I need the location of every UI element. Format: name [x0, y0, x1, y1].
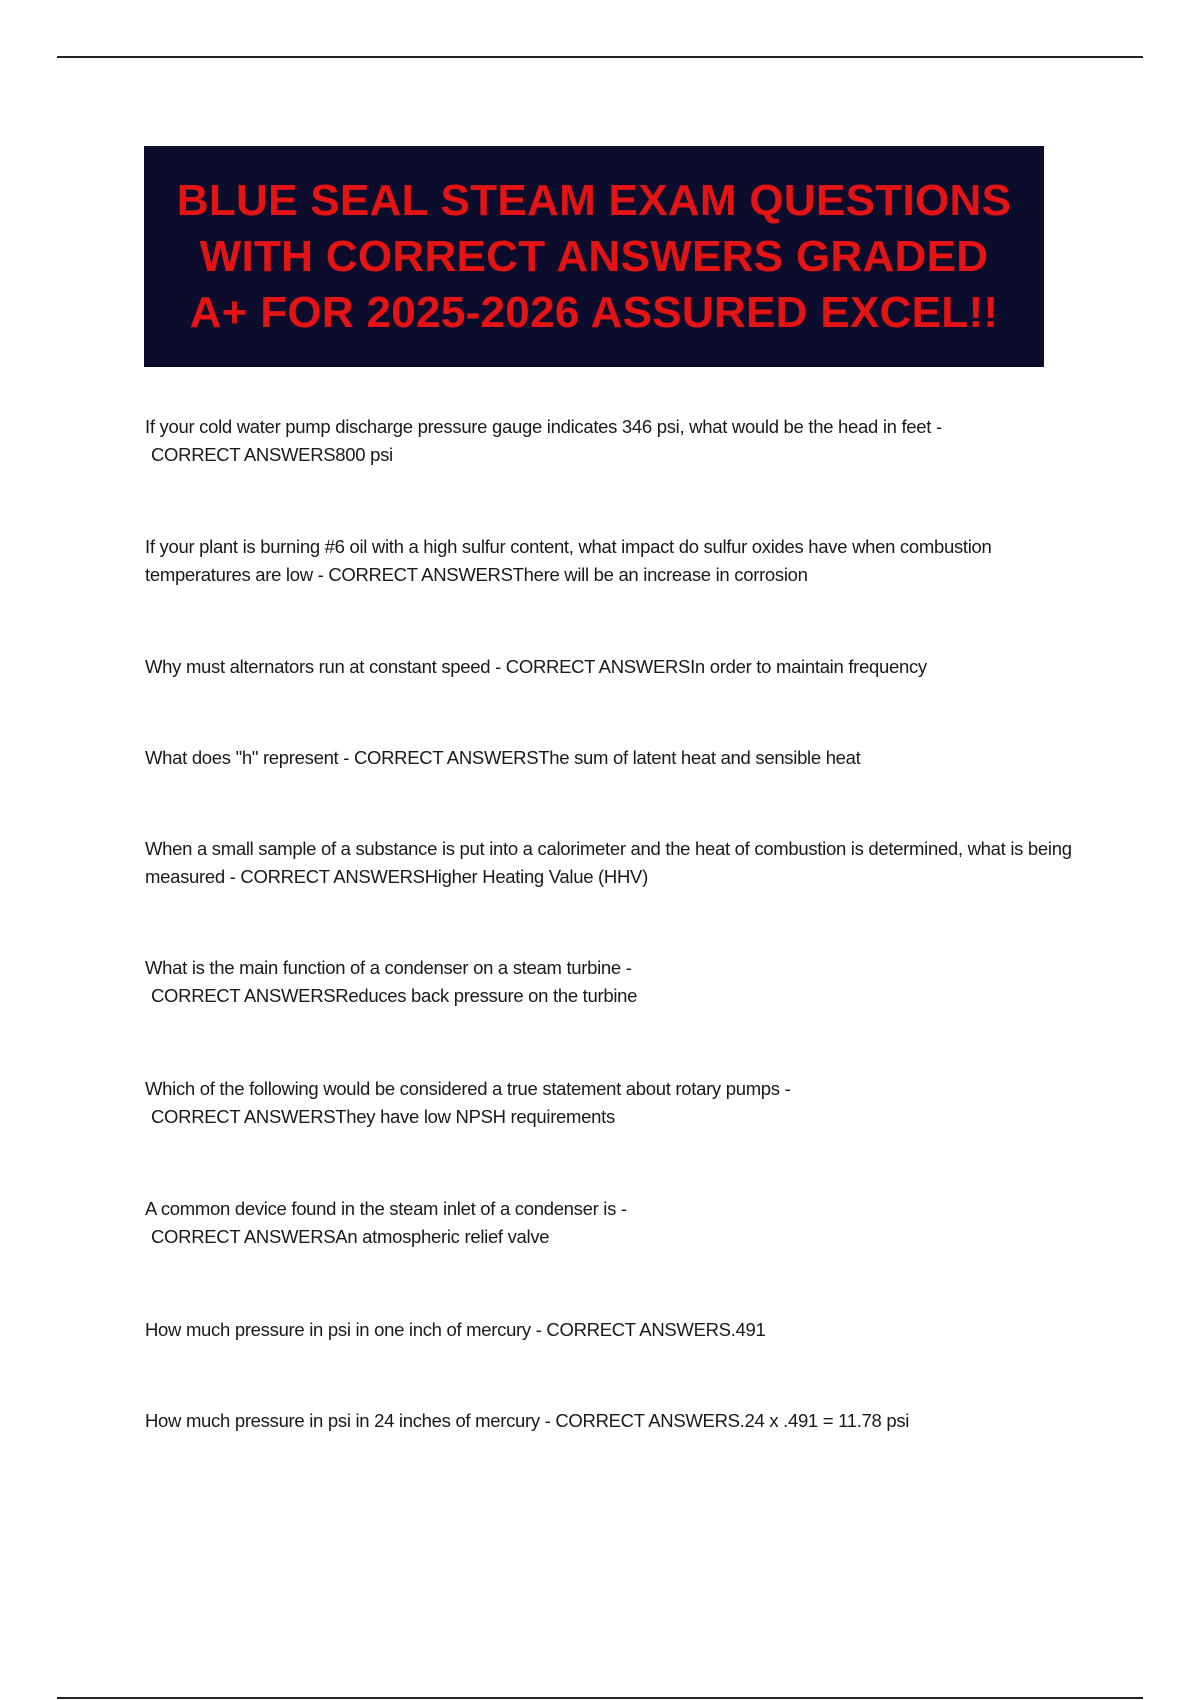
- answer-text: Reduces back pressure on the turbine: [335, 985, 638, 1006]
- bottom-divider: [57, 1697, 1143, 1699]
- title-banner: [144, 146, 1044, 367]
- answer-text: The sum of latent heat and sensible heat: [538, 747, 861, 768]
- qa-item-10: [145, 1407, 1095, 1435]
- separator: -: [338, 747, 354, 768]
- answer-label: CORRECT ANSWERS: [555, 1410, 740, 1431]
- qa-item-2: [145, 533, 1095, 589]
- question-text: What does "h" represent: [145, 747, 339, 768]
- separator: -: [539, 1410, 556, 1431]
- answer-text: 800 psi: [335, 444, 393, 465]
- answer-text: .24 x .491 = 11.78 psi: [739, 1410, 910, 1431]
- answer-text: Higher Heating Value (HHV): [424, 866, 648, 887]
- question-text: Which of the following would be considered a true statement about rotary pumps: [145, 1078, 780, 1099]
- answer-label: CORRECT ANSWERS: [546, 1319, 731, 1340]
- question-text: If your plant is burning #6 oil with a high sulfur content, what impact do sulfur oxides have when combustion temperatures are low: [145, 536, 992, 585]
- answer-text: In order to maintain frequency: [690, 656, 927, 677]
- question-text: What is the main function of a condenser on a steam turbine: [145, 957, 621, 978]
- qa-item-8: [145, 1195, 1095, 1251]
- answer-text: They have low NPSH requirements: [335, 1106, 615, 1127]
- separator: -: [224, 866, 241, 887]
- separator: -: [620, 957, 632, 978]
- answer-label: CORRECT ANSWERS: [353, 747, 539, 768]
- answer-label: CORRECT ANSWERS: [505, 656, 691, 677]
- separator: -: [931, 416, 942, 437]
- answer-label: CORRECT ANSWERS: [151, 1226, 336, 1247]
- separator: -: [779, 1078, 791, 1099]
- separator: -: [530, 1319, 547, 1340]
- separator: -: [490, 656, 506, 677]
- question-text: How much pressure in psi in 24 inches of mercury: [145, 1410, 540, 1431]
- answer-label: CORRECT ANSWERS: [240, 866, 425, 887]
- qa-item-5: [145, 835, 1095, 891]
- qa-item-3: [145, 653, 1095, 681]
- separator: -: [616, 1198, 627, 1219]
- answer-label: CORRECT ANSWERS: [151, 985, 336, 1006]
- qa-item-1: [145, 413, 1095, 469]
- question-text: If your cold water pump discharge pressure gauge indicates 346 psi, what would be the head in feet: [145, 416, 932, 437]
- qa-item-6: [145, 954, 1095, 1010]
- answer-text: .491: [730, 1319, 766, 1340]
- answer-label: CORRECT ANSWERS: [328, 564, 513, 585]
- answer-label: CORRECT ANSWERS: [151, 444, 336, 465]
- qa-item-9: [145, 1316, 1095, 1344]
- qa-item-7: [145, 1075, 1095, 1131]
- top-divider: [57, 56, 1143, 58]
- answer-text: An atmospheric relief valve: [335, 1226, 550, 1247]
- separator: -: [312, 564, 329, 585]
- document-title: BLUE SEAL STEAM EXAM QUESTIONS WITH CORRECT ANSWERS GRADED A+ FOR 2025-2026 ASSURED EXCEL!!: [176, 175, 1012, 337]
- question-text: How much pressure in psi in one inch of mercury: [145, 1319, 531, 1340]
- question-text: When a small sample of a substance is put into a calorimeter and the heat of combustion is determined, what is being measured: [145, 838, 1072, 887]
- question-text: A common device found in the steam inlet of a condenser is: [145, 1198, 617, 1219]
- question-text: Why must alternators run at constant speed: [145, 656, 491, 677]
- qa-item-4: [145, 744, 1095, 772]
- answer-label: CORRECT ANSWERS: [151, 1106, 336, 1127]
- answer-text: There will be an increase in corrosion: [512, 564, 808, 585]
